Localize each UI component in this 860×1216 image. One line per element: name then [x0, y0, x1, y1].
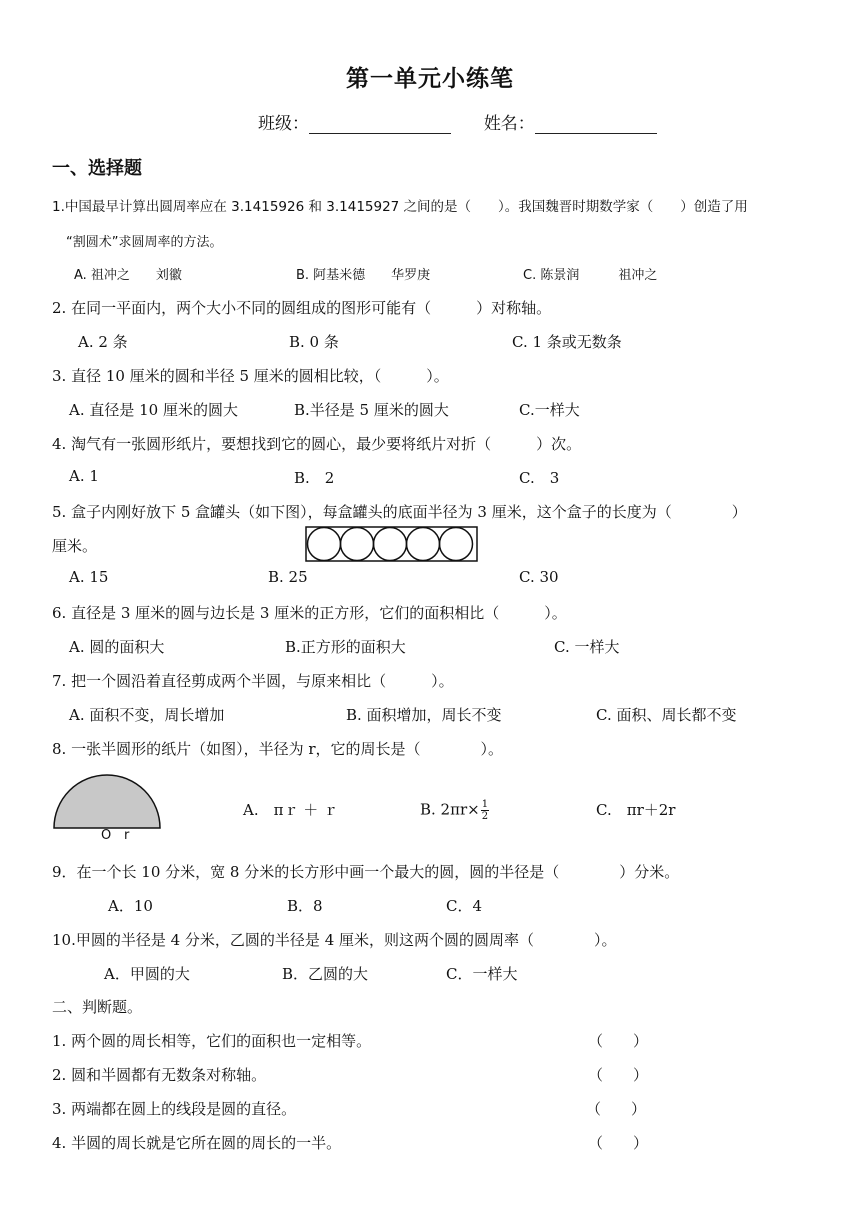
cans-in-box-figure: [305, 526, 478, 562]
question-3-text: 3. 直径 10 厘米的圆和半径 5 厘米的圆相比较，（ ）。: [52, 367, 449, 385]
class-label: 班级：: [258, 114, 309, 134]
question-6-text: 6. 直径是 3 厘米的圆与边长是 3 厘米的正方形，它们的面积相比（ ）。: [52, 604, 567, 622]
judge-item-3-text: 3. 两端都在圆上的线段是圆的直径。: [52, 1100, 297, 1118]
question-1-option-b[interactable]: B. 阿基米德 华罗庚: [296, 268, 431, 283]
cans-in-box-svg: [305, 526, 478, 562]
question-3-option-c[interactable]: C.一样大: [519, 401, 580, 419]
question-8-option-c[interactable]: C. πr＋2r: [596, 801, 676, 819]
question-1-text: 1.中国最早计算出圆周率应在 3.1415926 和 3.1415927 之间的是（ ）。我国魏晋时期数学家（ ）创造了用: [52, 199, 748, 215]
name-blank[interactable]: [535, 115, 657, 134]
half-fraction: [481, 799, 489, 822]
question-7-text: 7. 把一个圆沿着直径剪成两个半圆，与原来相比（ ）。: [52, 672, 454, 690]
semicircle-figure: [53, 771, 161, 829]
fraction-denominator: 2: [481, 811, 489, 822]
judge-item-1-text: 1. 两个圆的周长相等，它们的面积也一定相等。: [52, 1032, 372, 1050]
question-9-text: 9．在一个长 10 分米，宽 8 分米的长方形中画一个最大的圆，圆的半径是（ ）分米。: [52, 863, 680, 881]
student-info-line: [258, 109, 657, 134]
judge-item-2-text: 2. 圆和半圆都有无数条对称轴。: [52, 1066, 267, 1084]
semicircle-shape: [54, 775, 160, 828]
question-3-option-b[interactable]: B.半径是 5 厘米的圆大: [294, 401, 449, 419]
question-10-option-a[interactable]: A．甲圆的大: [104, 965, 190, 983]
question-8-option-b[interactable]: [420, 799, 489, 822]
question-2-option-c[interactable]: C. 1 条或无数条: [512, 333, 622, 351]
section-heading-choice: 一、选择题: [52, 158, 142, 179]
question-1-option-a[interactable]: A. 祖冲之 刘徽: [74, 268, 182, 283]
class-blank[interactable]: [309, 115, 451, 134]
question-9-option-b[interactable]: B．8: [287, 897, 323, 915]
question-5-option-a[interactable]: A. 15: [69, 568, 109, 586]
question-8-option-a[interactable]: A. πｒ ＋ ｒ: [243, 801, 338, 819]
question-4-option-c[interactable]: C. 3: [519, 469, 560, 487]
name-label: 姓名：: [483, 114, 535, 134]
page-title: 第一单元小练笔: [346, 66, 514, 92]
question-4-text: 4. 淘气有一张圆形纸片，要想找到它的圆心，最少要将纸片对折（ ）次。: [52, 435, 582, 453]
question-7-option-b[interactable]: B. 面积增加，周长不变: [346, 706, 502, 724]
question-4-option-b[interactable]: B. 2: [294, 469, 335, 487]
question-2-option-a[interactable]: A. 2 条: [78, 333, 128, 351]
question-10-text: 10.甲圆的半径是 4 分米，乙圆的半径是 4 厘米，则这两个圆的圆周率（ ）。: [52, 931, 617, 949]
question-1-option-c[interactable]: C. 陈景润 祖冲之: [523, 268, 658, 283]
question-6-option-a[interactable]: A. 圆的面积大: [69, 638, 165, 656]
question-5-option-b[interactable]: B. 25: [268, 568, 308, 586]
semicircle-radius-label: r: [124, 828, 130, 843]
question-6-option-b[interactable]: B.正方形的面积大: [285, 638, 406, 656]
question-10-option-b[interactable]: B．乙圆的大: [282, 965, 369, 983]
question-4-option-a[interactable]: A. 1: [69, 467, 99, 485]
question-3-option-a[interactable]: A. 直径是 10 厘米的圆大: [69, 401, 238, 419]
question-2-option-b[interactable]: B. 0 条: [289, 333, 339, 351]
question-5-text: 5. 盒子内刚好放下 5 盒罐头（如下图），每盒罐头的底面半径为 3 厘米，这个盒子的长度为（ ）: [52, 503, 747, 521]
question-1-text-continued: “割圆术”求圆周率的方法。: [66, 235, 223, 250]
fraction-numerator: 1: [481, 799, 489, 810]
question-6-option-c[interactable]: C. 一样大: [554, 638, 620, 656]
question-2-text: 2. 在同一平面内，两个大小不同的圆组成的图形可能有（ ）对称轴。: [52, 299, 552, 317]
judge-item-4-answer[interactable]: （ ）: [588, 1134, 649, 1152]
question-5-option-c[interactable]: C. 30: [519, 568, 559, 586]
question-7-option-c[interactable]: C. 面积、周长都不变: [596, 706, 737, 724]
question-7-option-a[interactable]: A. 面积不变，周长增加: [69, 706, 225, 724]
question-10-option-c[interactable]: C．一样大: [446, 965, 518, 983]
judge-item-1-answer[interactable]: （ ）: [588, 1032, 649, 1050]
judge-item-3-answer[interactable]: （ ）: [586, 1100, 647, 1118]
semicircle-svg: [53, 771, 161, 829]
question-8-text: 8. 一张半圆形的纸片（如图），半径为 r，它的周长是（ ）。: [52, 740, 504, 758]
section-heading-judgement: 二、判断题。: [52, 998, 143, 1016]
question-5-text-continued: 厘米。: [52, 537, 98, 555]
semicircle-center-label: O: [101, 828, 112, 843]
question-9-option-a[interactable]: A．10: [108, 897, 153, 915]
box-rect: [306, 527, 477, 561]
question-9-option-c[interactable]: C．4: [446, 897, 483, 915]
judge-item-4-text: 4. 半圆的周长就是它所在圆的周长的一半。: [52, 1134, 342, 1152]
question-8-option-b-text: B. 2πr×: [420, 800, 480, 819]
judge-item-2-answer[interactable]: （ ）: [588, 1066, 649, 1084]
